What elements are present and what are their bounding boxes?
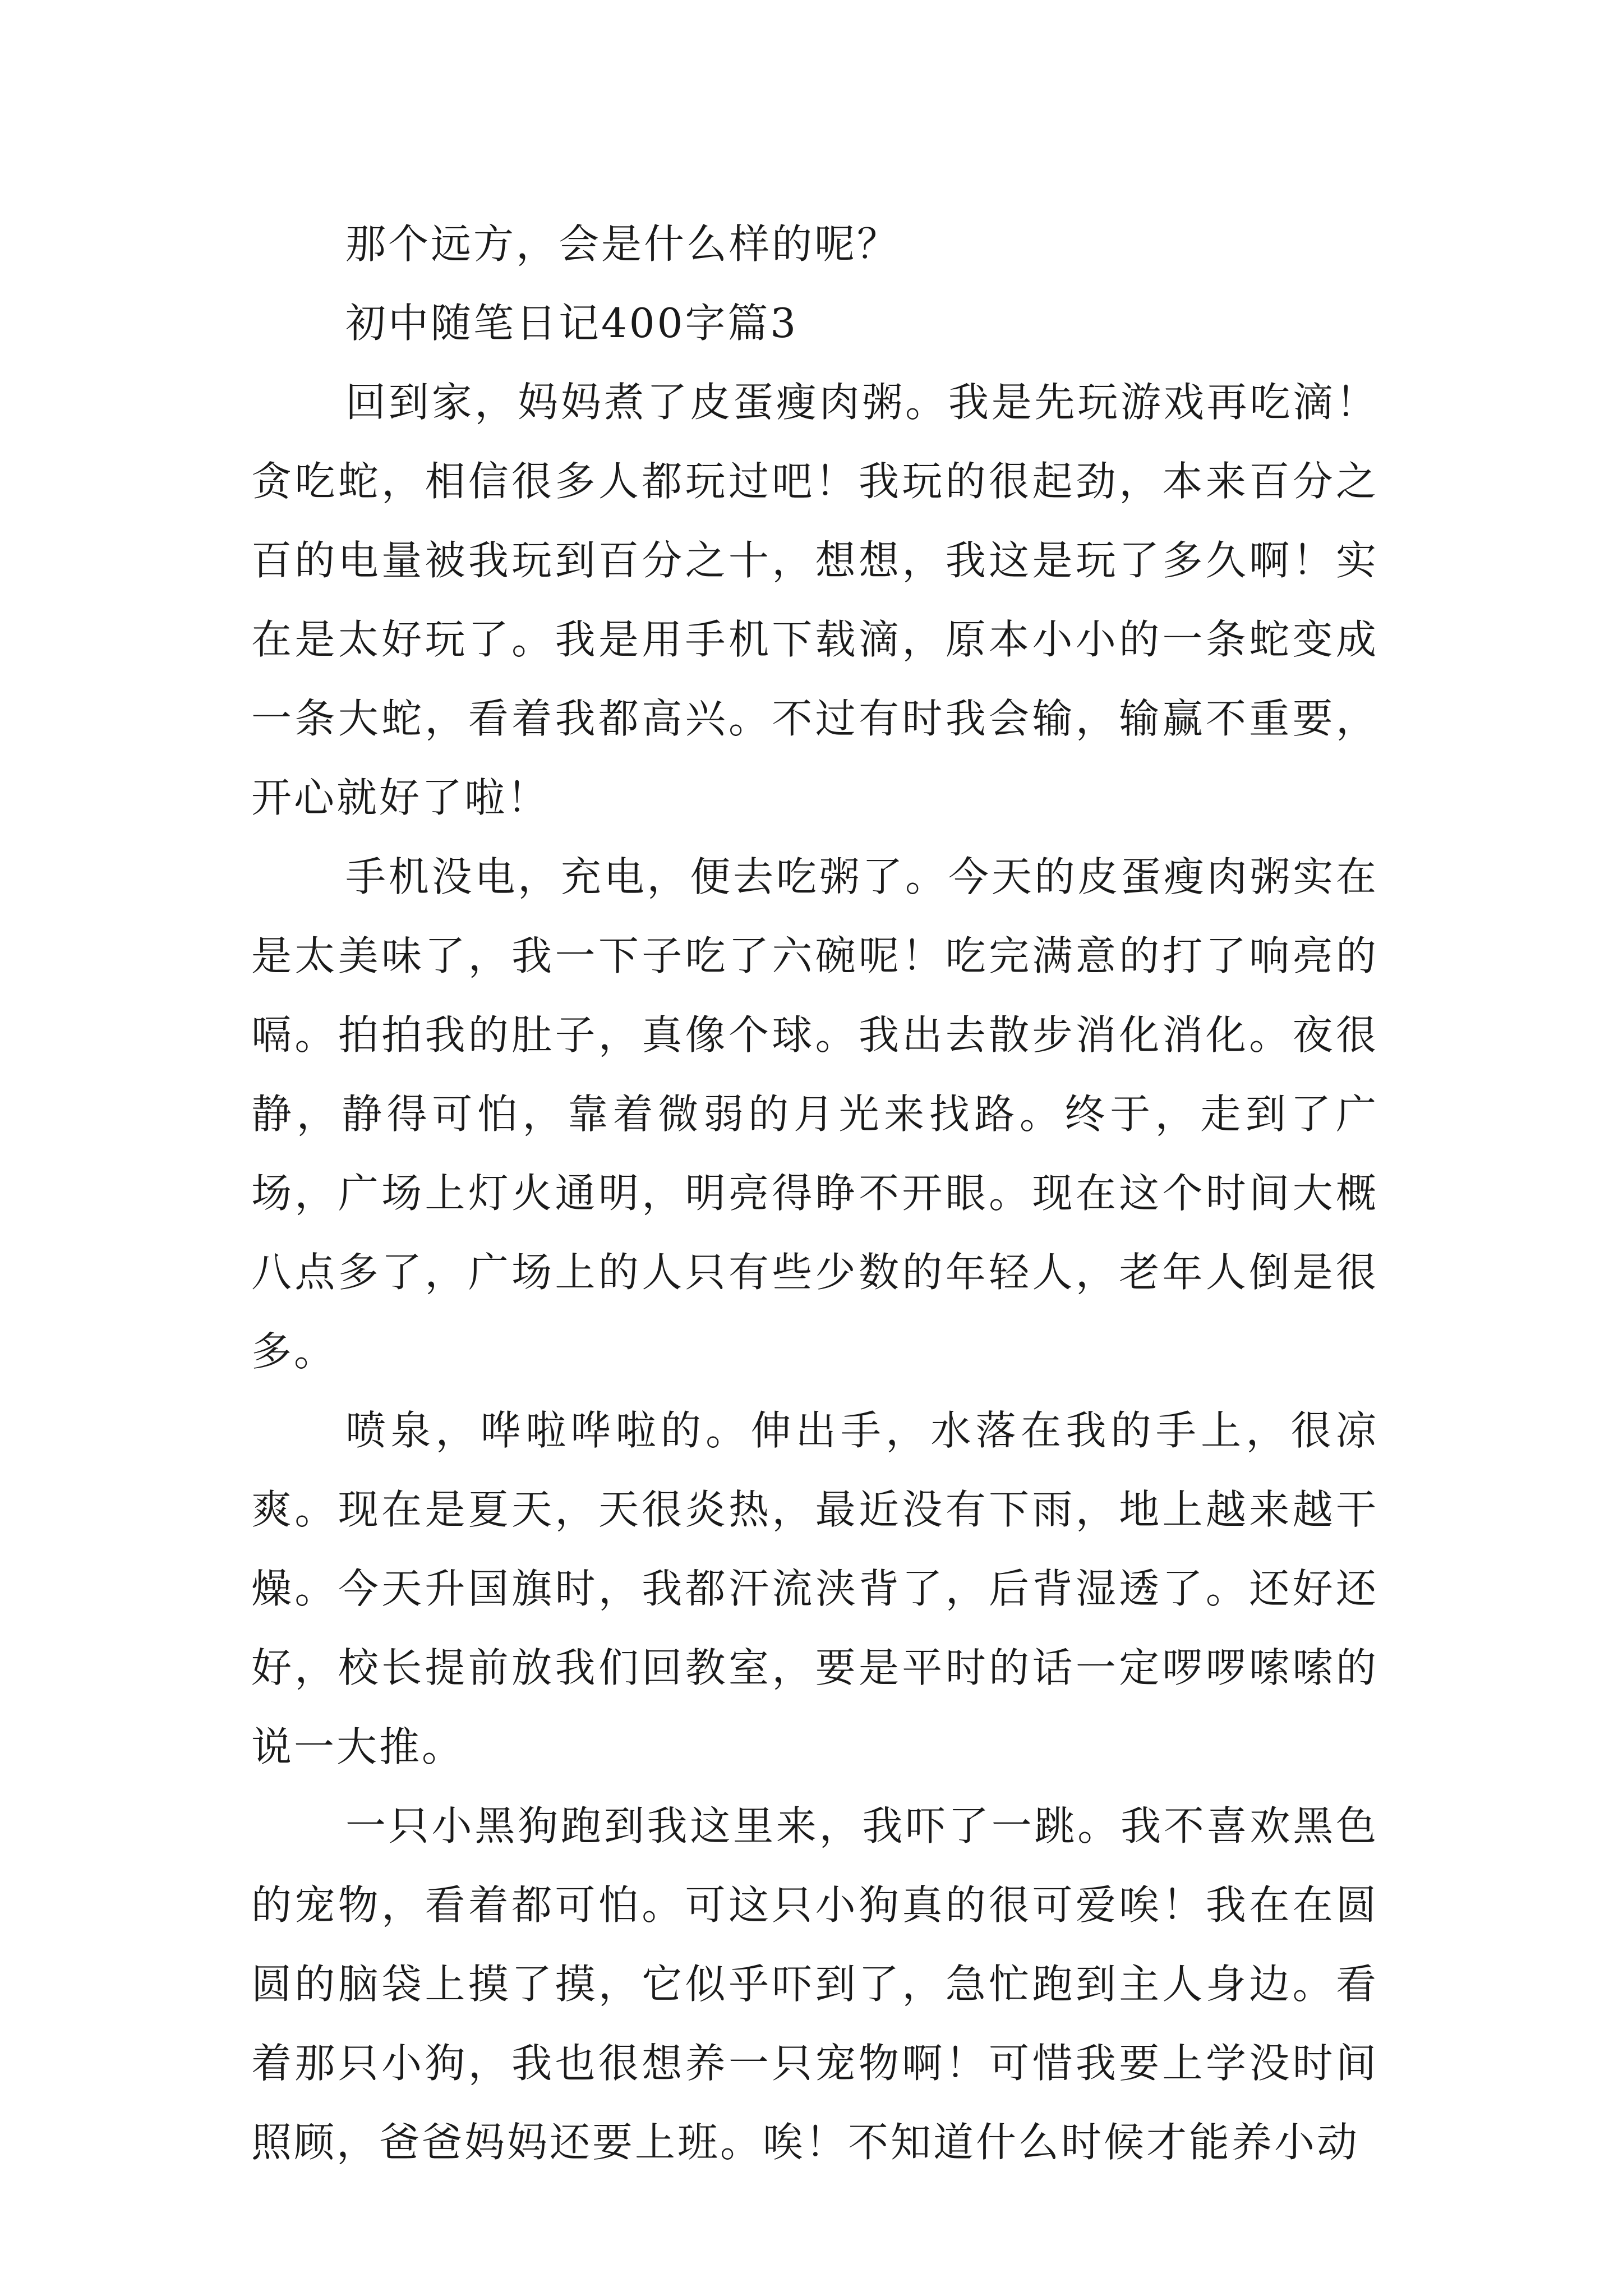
section-heading: 初中随笔日记400字篇3 bbox=[345, 300, 799, 347]
document-body bbox=[251, 205, 1378, 2182]
paragraph-intro: 那个远方，会是什么样的呢？ bbox=[345, 220, 900, 268]
paragraph: 一只小黑狗跑到我这里来，我吓了一跳。我不喜欢黑色的宠物，看着都可怕。可这只小狗真的很可爱唉！我在在圆圆的脑袋上摸了摸，它似乎吓到了，急忙跑到主人身边。看着那只小狗，我也很想养一只宠物啊！可惜我要上学没时间照顾，爸爸妈妈还要上班。唉！不知道什么时候才能养小动 bbox=[251, 1802, 1378, 2166]
paragraph: 回到家，妈妈煮了皮蛋瘦肉粥。我是先玩游戏再吃滴！贪吃蛇，相信很多人都玩过吧！我玩的很起劲，本来百分之百的电量被我玩到百分之十，想想，我这是玩了多久啊！实在是太好玩了。我是用手机下载滴，原本小小的一条蛇变成一条大蛇，看着我都高兴。不过有时我会输，输赢不重要，开心就好了啦！ bbox=[251, 379, 1378, 821]
paragraph: 手机没电，充电，便去吃粥了。今天的皮蛋瘦肉粥实在是太美味了，我一下子吃了六碗呢！吃完满意的打了响亮的嗝。拍拍我的肚子，真像个球。我出去散步消化消化。夜很静，静得可怕，靠着微弱的月光来找路。终于，走到了广场，广场上灯火通明，明亮得睁不开眼。现在这个时间大概八点多了，广场上的人只有些少数的年轻人，老年人倒是很多。 bbox=[251, 853, 1378, 1375]
paragraph: 喷泉，哗啦哗啦的。伸出手，水落在我的手上，很凉爽。现在是夏天，天很炎热，最近没有下雨，地上越来越干燥。今天升国旗时，我都汗流浃背了，后背湿透了。还好还好，校长提前放我们回教室，要是平时的话一定啰啰嗦嗦的说一大推。 bbox=[251, 1407, 1378, 1770]
